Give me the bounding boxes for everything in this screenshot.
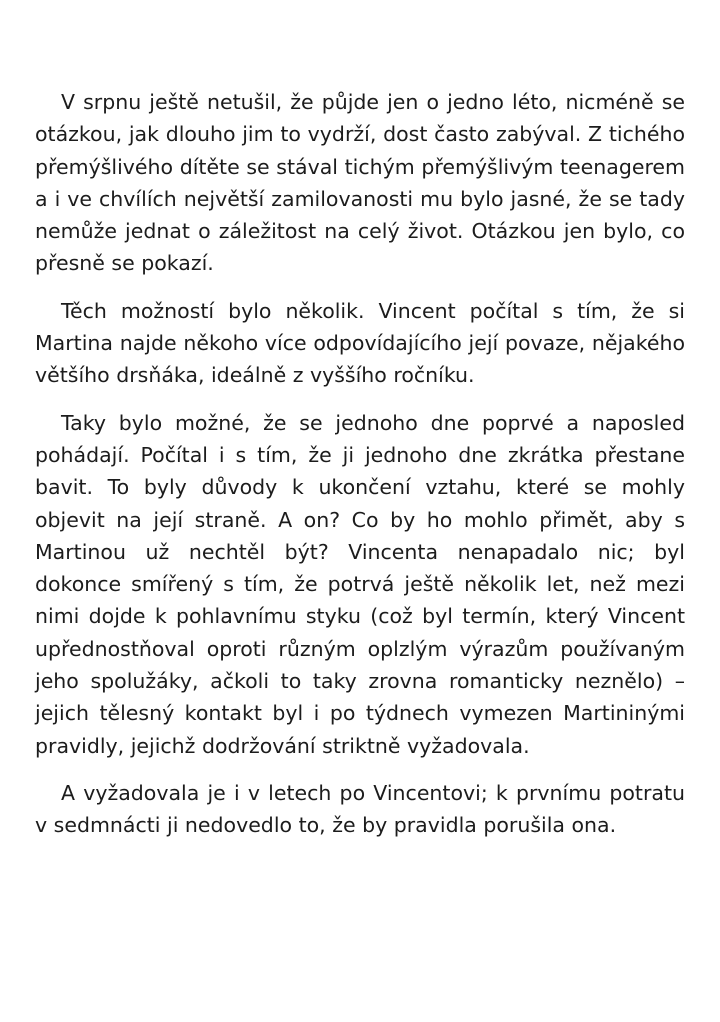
paragraph-1: V srpnu ještě netušil, že půjde jen o jedno léto, nicméně se otázkou, jak dlouho jim to vydrží, dost často zabýval. Z tichého přemýšlivého dítěte se stával tichým přemýšlivým teenagerem a i ve chvílích největší zamilovanosti mu bylo jasné, že se tady nemůže jednat o záležitost na celý život. Otázkou jen bylo, co přesně se pokazí. [35,90,685,276]
paragraph-4: A vyžadovala je i v letech po Vincentovi; k prvnímu potratu v sedmnácti ji nedovedlo to, že by pravidla porušila ona. [35,780,685,838]
document-body [35,86,685,857]
paragraph-3: Taky bylo možné, že se jednoho dne poprvé a naposled pohádají. Počítal i s tím, že ji jednoho dne zkrátka přestane bavit. To byly důvody k ukončení vztahu, které se mohly objevit na její straně. A on? Co by ho mohlo přimět, aby s Martinou už nechtěl být? Vincenta nenapadalo nic; byl dokonce smířený s tím, že potrvá ještě několik let, než mezi nimi dojde k pohlavnímu styku (což byl termín, který Vincent upřednostňoval oproti různým oplzlým výrazům používaným jeho spolužáky, ačkoli to taky zrovna romanticky neznělo) – jejich tělesný kontakt byl i po týdnech vymezen Martininými pravidly, jejichž dodržování striktně vyžadovala. [35,410,685,758]
paragraph-2: Těch možností bylo několik. Vincent počítal s tím, že si Martina najde někoho více odpovídajícího její povaze, nějakého většího drsňáka, ideálně z vyššího ročníku. [35,298,685,388]
